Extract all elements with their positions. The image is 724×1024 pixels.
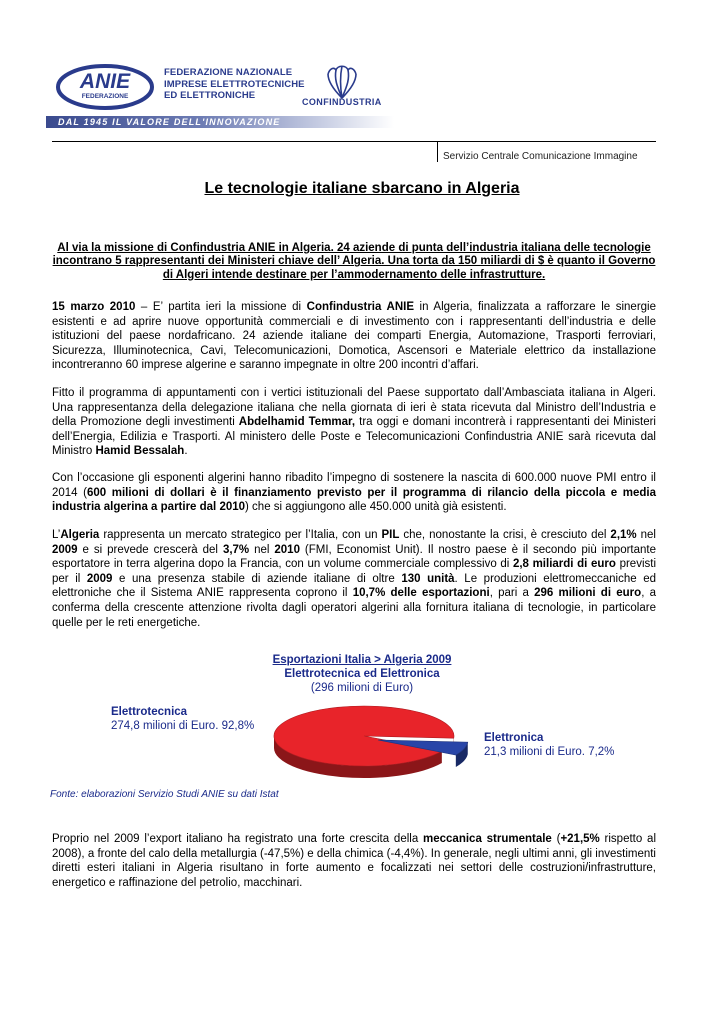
federation-name: [164, 67, 305, 102]
confindustria-name: CONFINDUSTRIA: [302, 97, 382, 107]
chart-title: Esportazioni Italia > Algeria 2009: [272, 654, 452, 666]
anie-logo-sub: FEDERAZIONE: [81, 93, 129, 100]
federation-line: ED ELETTRONICHE: [164, 90, 256, 101]
source-note: Fonte: elaborazioni Servizio Studi ANIE su dati Istat: [50, 789, 279, 800]
legend-elettrotecnica: [111, 705, 254, 733]
federation-line: FEDERAZIONE NAZIONALE: [164, 67, 293, 78]
anie-logo: [55, 62, 155, 112]
paragraph-1: 15 marzo 2010 – E’ partita ieri la missione di Confindustria ANIE in Algeria, finalizzata a rafforzare le sinergie esistenti e ad aprire nuove opportunità commerciali e di investimento con i rappresentanti dell’industria e delle istituzioni del paese nordafricano. 24 aziende italiane dei comparti Energia, Automazione, Trasporti ferroviari, Sicurezza, Illuminotecnica, Cavi, Telecomunicazioni, Domotica, Ascensori e Materiale elettrico da installazione incontreranno 60 imprese algerine e saranno impegnate in oltre 200 incontri d’affari.: [52, 301, 656, 372]
page-title: Le tecnologie italiane sbarcano in Algeria: [204, 180, 520, 197]
service-label: Servizio Centrale Comunicazione Immagine: [443, 151, 638, 162]
lead-paragraph: Al via la missione di Confindustria ANIE in Algeria. 24 aziende di punta dell’industria italiana delle tecnologie incontrano 5 rappresentanti dei Ministeri chiave dell’ Algeria. Una torta da 150 miliardi di $ è quanto il Governo di Algeri intende destinare per l’ammodernamento delle infrastrutture.: [52, 242, 656, 281]
chart-total: (296 milioni di Euro): [310, 682, 414, 694]
federation-line: IMPRESE ELETTROTECNICHE: [164, 78, 305, 90]
pie-chart: [266, 700, 486, 780]
paragraph-3: Con l’occasione gli esponenti algerini hanno ribadito l’impegno di sostenere la nascita di 600.000 nuove PMI entro il 2014 (600 milioni di dollari è il finanziamento previsto per il programma di rilancio della piccola e media industria algerina a partire dal 2010) che si aggiungono alle 450.000 unità già esistenti.: [52, 472, 657, 514]
paragraph-5: Proprio nel 2009 l’export italiano ha registrato una forte crescita della meccanica strumentale (+21,5% rispetto al 2008), a fronte del calo della metallurgia (-47,5%) e della chimica (-4,4%). In generale, negli ultimi anni, gli investimenti diretti esteri italiani in Algeria risultano in forte aumento e focalizzati nei settori delle costruzioni/infrastrutture, energetico e raffinazione del petrolio, macchinari.: [52, 833, 656, 889]
confindustria-logo-icon: [320, 62, 364, 102]
header-divider: [52, 141, 656, 142]
paragraph-4: L’Algeria rappresenta un mercato strategico per l’Italia, con un PIL che, nonostante la crisi, è cresciuto del 2,1% nel 2009 e si prevede crescerà del 3,7% nel 2010 (FMI, Economist Unit). Il nostro paese è il secondo più importante esportatore in terra algerina dopo la Francia, con un volume commerciale complessivo di 2,8 miliardi di euro previsti per il 2009 e una presenza stabile di aziende italiane di oltre 130 unità. Le produzioni elettromeccaniche ed elettroniche che il Sistema ANIE rappresenta coprono il 10,7% delle esportazioni, pari a 296 milioni di euro, a conferma della crescente attenzione rivolta dagli operatori algerini alla fornitura italiana di tecnologie, in particolare quelle per le reti energetiche.: [52, 529, 657, 629]
chart-subtitle: Elettrotecnica ed Elettronica: [284, 668, 440, 680]
paragraph-2: Fitto il programma di appuntamenti con i vertici istituzionali del Paese supportato dall’Ambasciata italiana in Algeri. Una rappresentanza della delegazione italiana che nella giornata di ieri è stata ricevuta dal Ministro dell’Industria e della Promozione degli investimenti Abdelhamid Temmar, tra oggi e domani incontrerà i rappresentanti dei Ministeri dell’Energia, Edilizia e Trasporti. Al ministero delle Poste e Telecomunicazioni Confindustria ANIE sarà ricevuta dal Ministro Hamid Bessalah.: [52, 387, 656, 458]
slice-name: Elettrotecnica: [111, 706, 188, 718]
date: 15 marzo 2010: [52, 301, 136, 313]
anie-logo-text: ANIE: [79, 70, 131, 93]
slice-name: Elettronica: [484, 732, 544, 744]
legend-elettronica: [484, 731, 614, 759]
slice-label: 274,8 milioni di Euro. 92,8%: [111, 720, 255, 732]
slogan-text: DAL 1945 IL VALORE DELL'INNOVAZIONE: [58, 117, 281, 127]
slice-label: 21,3 milioni di Euro. 7,2%: [484, 746, 615, 758]
header-vertical-divider: [437, 141, 438, 162]
